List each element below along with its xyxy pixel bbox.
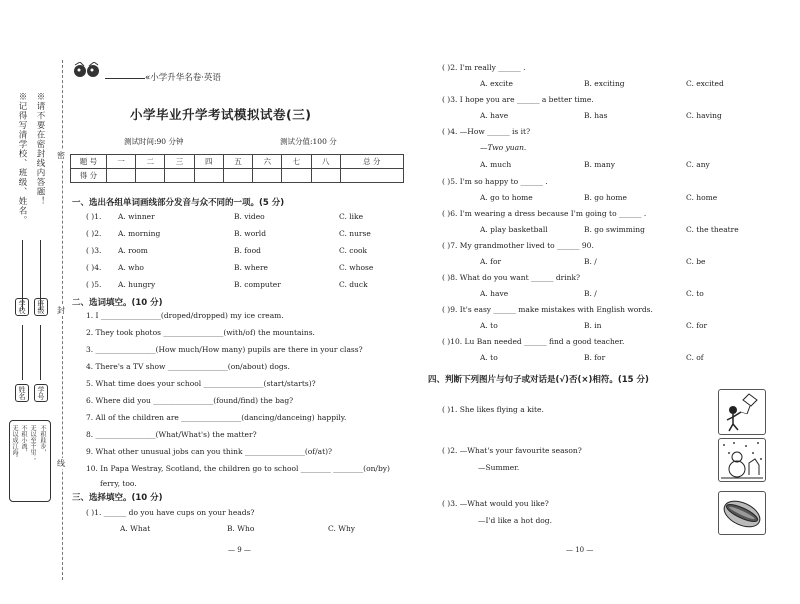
option-c: C. to: [686, 289, 704, 298]
score-input-cell[interactable]: [223, 169, 252, 183]
score-header-cell: 五: [223, 155, 252, 169]
choice-item: [442, 241, 772, 273]
score-row-label: 得 分: [71, 169, 107, 183]
field-class: 班级: [34, 298, 48, 316]
kite-girl-picture: [718, 389, 766, 435]
notice-col2: ※记得写清学校、班级、姓名。: [17, 92, 27, 225]
option-b: B. has: [584, 111, 608, 120]
choice-item: [442, 337, 772, 369]
section1-item: [86, 263, 396, 280]
fill-item: 3. ________________(How much/How many) pupils are there in your class?: [86, 345, 363, 354]
fill-item-continued: ferry, too.: [100, 479, 137, 488]
option-c: C. excited: [686, 79, 724, 88]
fill-item: 6. Where did you ________________(found/find) the bag?: [86, 396, 294, 405]
option-b: B. exciting: [584, 79, 625, 88]
section1-item: [86, 212, 396, 229]
choice-item: [442, 305, 772, 337]
choice-stem: ( )9. It's easy ______ make mistakes with English words.: [442, 305, 653, 314]
option-c: C. nurse: [339, 229, 371, 238]
motto-box: [9, 420, 51, 502]
choice-dialogue-reply: —Two yuan.: [480, 143, 527, 152]
score-header-cell: 题 号: [71, 155, 107, 169]
field-school: 学校: [15, 298, 29, 316]
margin-line-4: [40, 325, 41, 380]
option-c: C. having: [686, 111, 722, 120]
score-header-cell: 六: [253, 155, 282, 169]
judge-q3-answer: —I'd like a hot dog.: [478, 516, 552, 525]
choice-q1-option-b: B. Who: [227, 524, 255, 533]
motto-col1: 不积跬步，: [39, 425, 46, 455]
choice-q1-option-a: A. What: [120, 524, 151, 533]
option-b: B. world: [234, 229, 266, 238]
seal-char-mi: 密: [57, 151, 65, 160]
fill-item: 5. What time does your school ________________(start/starts)?: [86, 379, 316, 388]
page-number-left: — 9 —: [228, 546, 251, 554]
option-c: C. for: [686, 321, 708, 330]
score-header-cell: 八: [311, 155, 340, 169]
option-c: C. any: [686, 160, 710, 169]
snowman-winter-picture: [718, 438, 766, 482]
right-choice-list: [442, 63, 772, 369]
series-text: 小学升华名卷·英语: [150, 73, 221, 83]
score-header-cell: 一: [107, 155, 136, 169]
score-header-cell: 四: [194, 155, 223, 169]
item-number: ( )3.: [86, 246, 102, 255]
choice-stem: ( )2. I'm really ______ .: [442, 63, 526, 72]
choice-q1-stem: ( )1. ______ do you have cups on your heads?: [86, 508, 255, 517]
score-input-cell[interactable]: [165, 169, 194, 183]
hot-dog-picture: [718, 491, 766, 535]
score-header-cell: 二: [136, 155, 165, 169]
choice-stem: ( )7. My grandmother lived to ______ 90.: [442, 241, 594, 250]
score-input-cell[interactable]: [253, 169, 282, 183]
judge-q2-answer: —Summer.: [478, 463, 520, 472]
judge-q3-question: ( )3. —What would you like?: [442, 499, 549, 508]
fill-item: 2. They took photos ________________(with/of) the mountains.: [86, 328, 315, 337]
seal-char-feng: 封: [57, 306, 65, 315]
option-b: B. go home: [584, 193, 627, 202]
motto-col4: 无以成江海。: [11, 425, 18, 461]
choice-stem: ( )5. I'm so happy to ______ .: [442, 177, 548, 186]
seal-char-xian: 线: [57, 459, 65, 468]
option-b: B. go swimming: [584, 225, 645, 234]
page-number-right: — 10 —: [566, 546, 594, 554]
option-a: A. for: [480, 257, 502, 266]
score-input-cell[interactable]: [340, 169, 403, 183]
option-c: C. the theatre: [686, 225, 739, 234]
item-number: ( )4.: [86, 263, 102, 272]
option-a: A. hungry: [118, 280, 156, 289]
option-b: B. /: [584, 289, 597, 298]
choice-stem: ( )10. Lu Ban needed ______ find a good teacher.: [442, 337, 625, 346]
exam-title: 小学毕业升学考试模拟试卷(三): [130, 107, 312, 122]
score-input-cell[interactable]: [311, 169, 340, 183]
fill-item: 4. There's a TV show ________________(on/about) dogs.: [86, 362, 290, 371]
choice-item: [442, 273, 772, 305]
score-input-cell[interactable]: [194, 169, 223, 183]
score-table-header-row: [71, 155, 404, 169]
score-header-cell: 七: [282, 155, 311, 169]
mascot-icon: [72, 62, 102, 82]
fill-item: 9. What other unusual jobs can you think ________________(of/at)?: [86, 447, 333, 456]
option-a: A. who: [118, 263, 144, 272]
seal-line: [62, 60, 63, 580]
choice-stem: ( )8. What do you want ______ drink?: [442, 273, 581, 282]
score-input-cell[interactable]: [136, 169, 165, 183]
choice-item: [442, 127, 772, 177]
option-a: A. have: [480, 289, 509, 298]
choice-stem: ( )3. I hope you are ______ a better time.: [442, 95, 594, 104]
option-b: B. /: [584, 257, 597, 266]
score-input-cell[interactable]: [107, 169, 136, 183]
section1-item: [86, 229, 396, 246]
option-b: B. many: [584, 160, 615, 169]
section1-list: [86, 212, 396, 297]
option-a: A. room: [118, 246, 148, 255]
option-a: A. morning: [118, 229, 161, 238]
option-b: B. computer: [234, 280, 281, 289]
section3-title: 三、选择填空。(10 分): [72, 493, 163, 503]
motto-col2: 无以至千里；: [29, 425, 36, 461]
option-b: B. video: [234, 212, 265, 221]
score-table-score-row: [71, 169, 404, 183]
section2-title: 二、选词填空。(10 分): [72, 298, 163, 308]
test-time: 测试时间:90 分钟: [124, 137, 184, 146]
fill-item: 1. I ________________(droped/dropped) my ice cream.: [86, 311, 284, 320]
fill-item: 10. In Papa Westray, Scotland, the children go to school ________ ________(on/by): [86, 464, 390, 473]
option-c: C. like: [339, 212, 364, 221]
fill-item: 7. All of the children are ________________(dancing/danceing) happily.: [86, 413, 347, 422]
chevron-icon: «: [145, 73, 151, 83]
fill-item: 8. ________________(What/What's) the matter?: [86, 430, 257, 439]
choice-item: [442, 95, 772, 127]
option-c: C. cook: [339, 246, 368, 255]
choice-item: [442, 63, 772, 95]
score-header-cell: 总 分: [340, 155, 403, 169]
section1-title: 一、选出各组单词画线部分发音与众不同的一项。(5 分): [72, 198, 285, 208]
section2-list: [86, 311, 390, 494]
score-table: [70, 154, 404, 183]
judge-q2-question: ( )2. —What's your favourite season?: [442, 446, 582, 455]
field-number: 学号: [34, 384, 48, 402]
option-b: B. where: [234, 263, 268, 272]
choice-stem: ( )4. —How ______ is it?: [442, 127, 531, 136]
option-a: A. go to home: [480, 193, 533, 202]
option-b: B. for: [584, 353, 606, 362]
judge-q1: ( )1. She likes flying a kite.: [442, 405, 544, 414]
choice-item: [442, 209, 772, 241]
item-number: ( )5.: [86, 280, 102, 289]
option-a: A. to: [480, 353, 498, 362]
notice-col1: ※请不要在密封线内答题！: [35, 92, 45, 206]
score-input-cell[interactable]: [282, 169, 311, 183]
option-b: B. in: [584, 321, 602, 330]
option-c: C. whose: [339, 263, 374, 272]
option-c: C. of: [686, 353, 704, 362]
score-header-cell: 三: [165, 155, 194, 169]
section4-title: 四、判断下列图片与句子或对话是(√)否(×)相符。(15 分): [428, 375, 649, 385]
option-c: C. home: [686, 193, 718, 202]
item-number: ( )1.: [86, 212, 102, 221]
series-label: [145, 71, 221, 83]
option-a: A. play basketball: [480, 225, 548, 234]
header-rule: [105, 78, 145, 79]
option-a: A. have: [480, 111, 509, 120]
field-name: 姓名: [15, 384, 29, 402]
section1-item: [86, 280, 396, 297]
margin-line-3: [22, 325, 23, 380]
section1-item: [86, 246, 396, 263]
test-score: 测试分值:100 分: [280, 137, 337, 146]
option-a: A. much: [480, 160, 512, 169]
option-a: A. excite: [480, 79, 513, 88]
option-b: B. food: [234, 246, 261, 255]
choice-q1-option-c: C. Why: [328, 524, 356, 533]
option-a: A. winner: [118, 212, 155, 221]
option-a: A. to: [480, 321, 498, 330]
motto-col3: 不积小流，: [20, 425, 27, 455]
item-number: ( )2.: [86, 229, 102, 238]
choice-stem: ( )6. I'm wearing a dress because I'm going to ______ .: [442, 209, 647, 218]
option-c: C. be: [686, 257, 706, 266]
option-c: C. duck: [339, 280, 368, 289]
choice-item: [442, 177, 772, 209]
